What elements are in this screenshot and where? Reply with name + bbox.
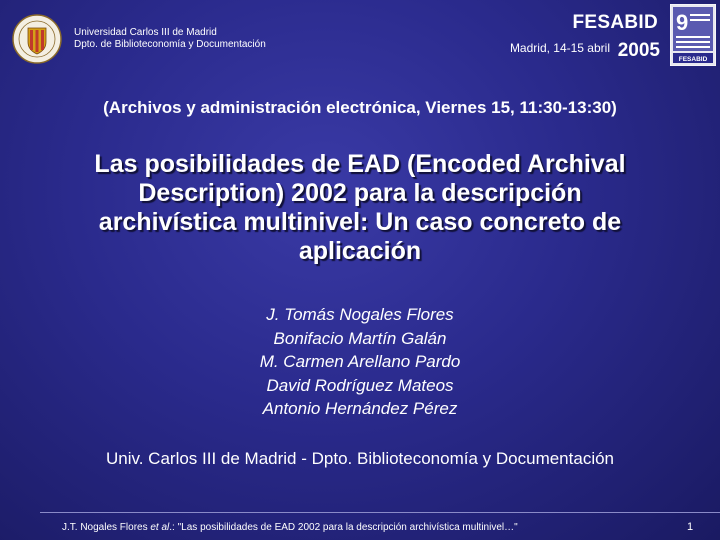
footer-divider (40, 512, 720, 513)
logo-text: FESABID (678, 56, 708, 63)
footer-citation-text: .: "Las posibilidades de EAD 2002 para la descripción archivística multinivel…" (169, 522, 518, 533)
author-list (0, 303, 720, 421)
footer-citation (62, 522, 518, 533)
university-seal-logo (12, 14, 62, 64)
title-line: Las posibilidades de EAD (Encoded Archival (94, 150, 626, 178)
conference-dates: Madrid, 14-15 abril (509, 41, 610, 55)
fesabid-logo (670, 4, 716, 66)
author-name: Bonifacio Martín Galán (273, 328, 447, 348)
author-name: Antonio Hernández Pérez (262, 399, 458, 418)
page-number: 1 (687, 521, 694, 533)
author-name: David Rodríguez Mateos (266, 375, 454, 395)
footer-etal: et al (150, 522, 170, 533)
department-name: Dpto. de Biblioteconomía y Documentación (74, 39, 266, 50)
presentation-title (50, 150, 670, 266)
university-name: Universidad Carlos III de Madrid (74, 27, 217, 38)
affiliation: Univ. Carlos III de Madrid - Dpto. Biblioteconomía y Documentación (105, 449, 615, 468)
title-line: archivística multinivel: Un caso concreto de (98, 208, 622, 236)
conference-name: FESABID (572, 12, 658, 33)
session-info: (Archivos y administración electrónica, Viernes 15, 11:30-13:30) (103, 98, 617, 117)
logo-badge-number: 9 (676, 10, 689, 35)
title-line: Description) 2002 para la descripción (138, 179, 582, 207)
conference-year: 2005 (617, 40, 660, 61)
footer-author: J.T. Nogales Flores (62, 522, 151, 533)
title-line: aplicación (298, 237, 422, 265)
author-name: J. Tomás Nogales Flores (266, 305, 454, 324)
author-name: M. Carmen Arellano Pardo (259, 352, 461, 371)
